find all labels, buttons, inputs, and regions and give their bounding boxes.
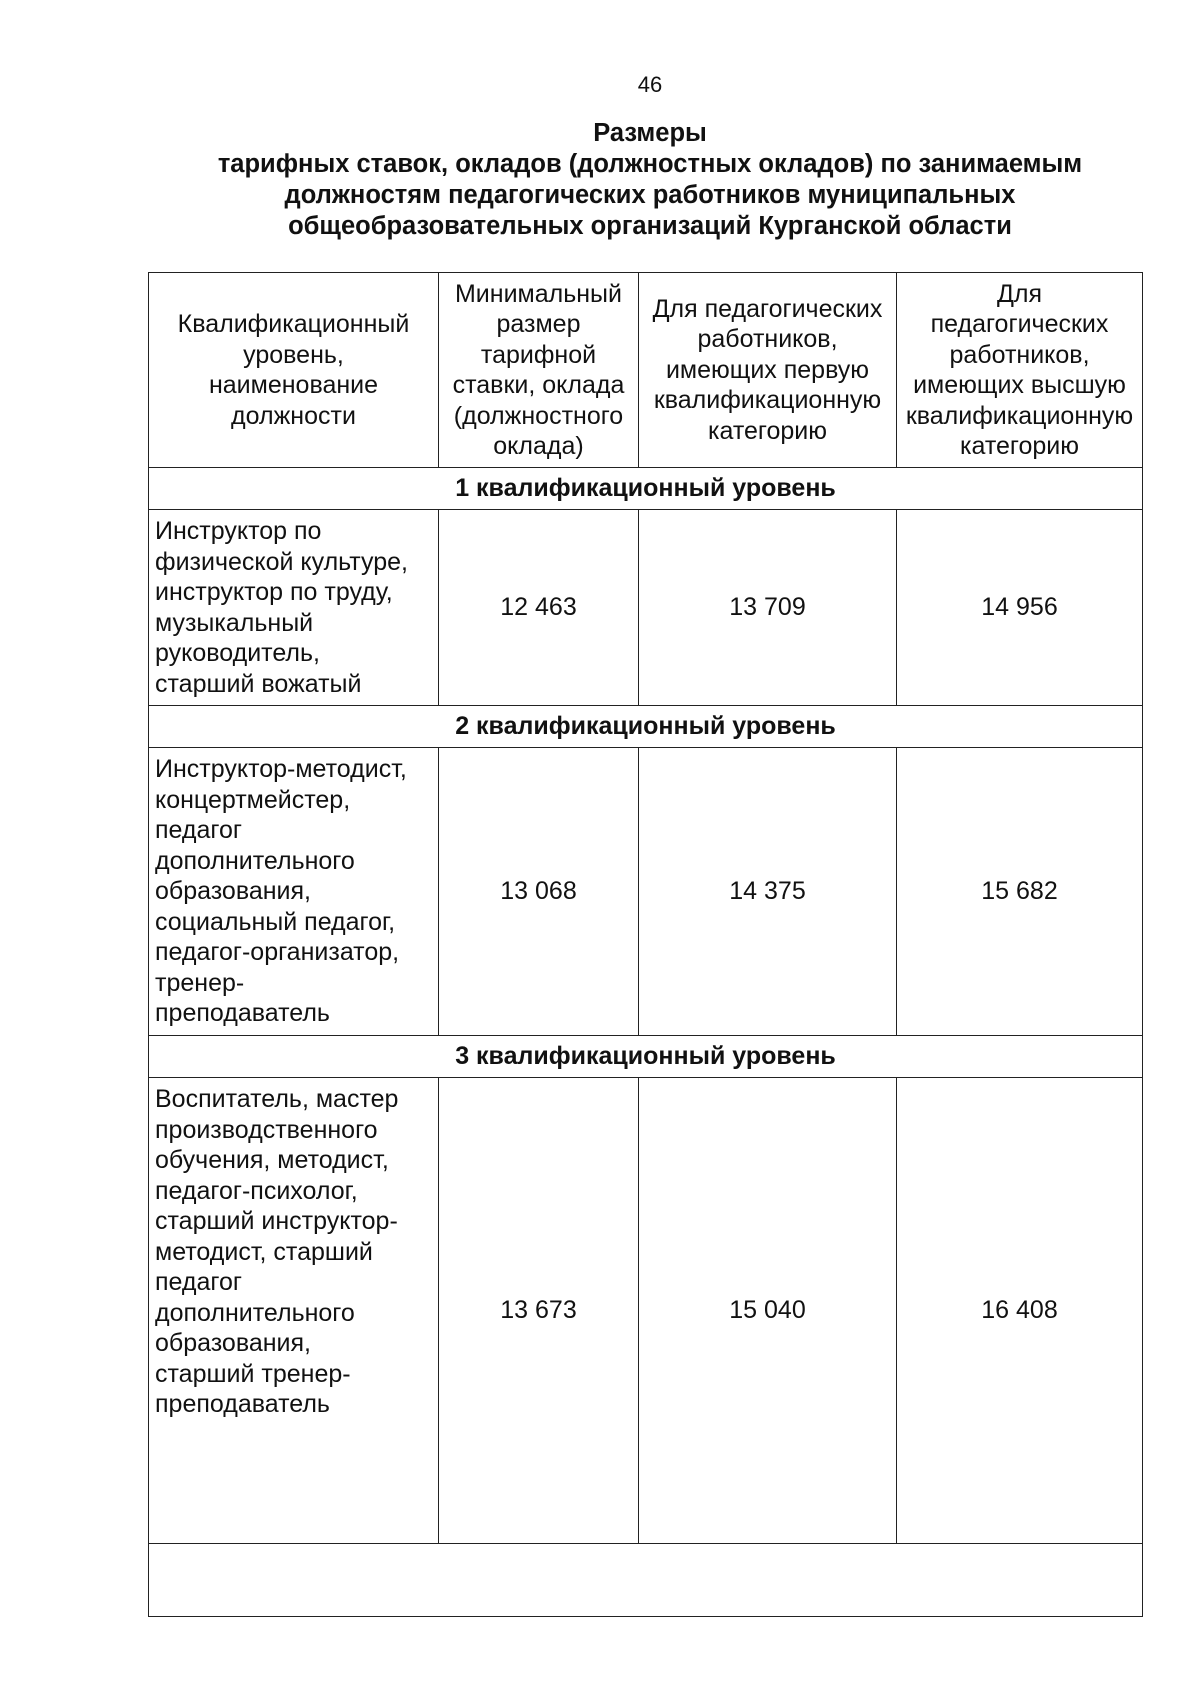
highest-category-cell: 16 408 bbox=[897, 1078, 1143, 1544]
level-label: 1 квалификационный уровень bbox=[149, 468, 1143, 510]
header-first-category: Для педагогических работников, имеющих первую квалификационную категорию bbox=[639, 273, 897, 468]
page-number: 46 bbox=[637, 72, 663, 97]
first-category-cell: 14 375 bbox=[639, 748, 897, 1036]
min-rate-cell: 12 463 bbox=[439, 510, 639, 706]
table-row bbox=[149, 510, 1143, 706]
empty-row bbox=[149, 1544, 1143, 1617]
level-label: 3 квалификационный уровень bbox=[149, 1036, 1143, 1078]
header-min-rate: Минимальный размер тарифной ставки, оклада (должностного оклада) bbox=[439, 273, 639, 468]
level-row bbox=[149, 1036, 1143, 1078]
title-line: тарифных ставок, окладов (должностных окладов) по занимаемым bbox=[217, 150, 1083, 178]
position-cell: Инструктор по физической культуре, инструктор по труду, музыкальный руководитель, старший вожатый bbox=[149, 510, 439, 706]
position-cell: Воспитатель, мастер производственного обучения, методист, педагог-психолог, старший инструктор- методист, старший педагог дополнительного образования, старший тренер- преподаватель bbox=[149, 1078, 439, 1544]
header-position: Квалификационный уровень, наименование должности bbox=[149, 273, 439, 468]
position-cell: Инструктор-методист, концертмейстер, педагог дополнительного образования, социальный педагог, педагог-организатор, тренер- преподаватель bbox=[149, 748, 439, 1036]
level-label: 2 квалификационный уровень bbox=[149, 706, 1143, 748]
title-line: общеобразовательных организаций Курганской области bbox=[288, 212, 1012, 240]
title-line: Размеры bbox=[593, 119, 707, 147]
table-row bbox=[149, 748, 1143, 1036]
first-category-cell: 13 709 bbox=[639, 510, 897, 706]
level-row bbox=[149, 468, 1143, 510]
table-row bbox=[149, 1078, 1143, 1544]
min-rate-cell: 13 068 bbox=[439, 748, 639, 1036]
empty-cell bbox=[149, 1544, 1143, 1617]
first-category-cell: 15 040 bbox=[639, 1078, 897, 1544]
min-rate-cell: 13 673 bbox=[439, 1078, 639, 1544]
header-row bbox=[149, 273, 1143, 468]
document-title bbox=[150, 118, 1150, 242]
highest-category-cell: 14 956 bbox=[897, 510, 1143, 706]
title-line: должностям педагогических работников муниципальных bbox=[284, 181, 1016, 209]
level-row bbox=[149, 706, 1143, 748]
tariff-table bbox=[148, 272, 1143, 1617]
highest-category-cell: 15 682 bbox=[897, 748, 1143, 1036]
header-highest-category: Для педагогических работников, имеющих высшую квалификационную категорию bbox=[897, 273, 1143, 468]
